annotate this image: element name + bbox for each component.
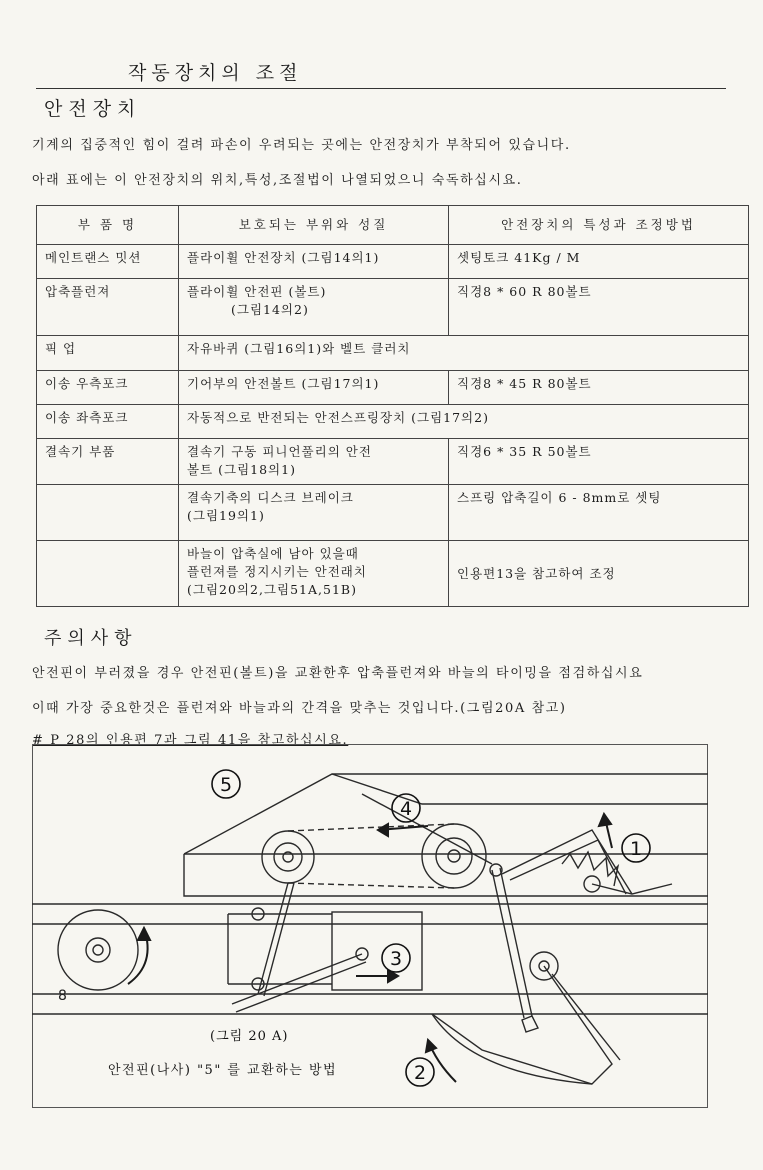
intro-paragraph-1: 기계의 집중적인 힘이 걸려 파손이 우려되는 곳에는 안전장치가 부착되어 있습니다.: [32, 138, 571, 153]
notes-title: 주의사항: [44, 628, 138, 649]
cell-part: [37, 485, 179, 541]
cell-protect-line: 플라이휠 안전핀 (볼트): [187, 284, 327, 299]
intro-paragraph-2: 아래 표에는 이 안전장치의 위치,특성,조절법이 나열되었으니 숙독하십시요.: [32, 173, 523, 188]
cell-protect-line: (그림14의2): [231, 302, 309, 317]
cell-protect: 기어부의 안전볼트 (그림17의1): [179, 371, 449, 405]
header-protected-area: 보호되는 부위와 성질: [179, 206, 449, 245]
cell-protect-line: 결속기축의 디스크 브레이크: [187, 490, 354, 505]
callout-4: [392, 794, 420, 822]
cell-merged: 자동적으로 반전되는 안전스프링장치 (그림17의2): [179, 405, 749, 439]
table-row: [37, 245, 749, 279]
callout-1: [622, 834, 650, 862]
cell-part: 이송 좌측포크: [37, 405, 179, 439]
table-row: [37, 279, 749, 336]
table-header-row: [37, 206, 749, 245]
cell-method: 셋팅토크 41Kg / M: [449, 245, 749, 279]
callout-5-label: 5: [219, 774, 233, 796]
cell-method: 스프링 압축길이 6 - 8mm로 셋팅: [449, 485, 749, 541]
callout-3: [382, 944, 410, 972]
cell-method: 직경8 * 45 R 80볼트: [449, 371, 749, 405]
table-row: [37, 439, 749, 485]
cell-protect-line: 결속기 구동 피니언풀리의 안전: [187, 444, 372, 459]
cell-method: 직경6 * 35 R 50볼트: [449, 439, 749, 485]
table-row: [37, 485, 749, 541]
table-row: [37, 405, 749, 439]
cell-method: 인용편13을 참고하여 조정: [449, 541, 749, 607]
section-title: 안전장치: [44, 98, 142, 120]
table-row: [37, 541, 749, 607]
cell-protect-line: (그림19의1): [187, 508, 265, 523]
note-line-1: 안전핀이 부러졌을 경우 안전핀(볼트)을 교환한후 압축플런져와 바늘의 타이밍을 점검하십시요: [32, 666, 644, 681]
cell-part: 메인트랜스 밋션: [37, 245, 179, 279]
note-reference: # P 28의 인용편 7과 그림 41을 참고하십시요.: [32, 733, 349, 748]
cell-protect: [179, 439, 449, 485]
callout-2-label: 2: [413, 1062, 427, 1084]
cell-protect: [179, 485, 449, 541]
callout-5: [212, 770, 240, 798]
safety-device-table: [36, 205, 749, 607]
header-adjustment-method: 안전장치의 특성과 조정방법: [449, 206, 749, 245]
callout-2: [406, 1058, 434, 1086]
callout-4-label: 4: [399, 798, 413, 820]
callout-1-label: 1: [629, 838, 643, 860]
cell-protect-line: 볼트 (그림18의1): [187, 462, 296, 477]
cell-method: 직경8 * 60 R 80볼트: [449, 279, 749, 336]
page-header-title: 작동장치의 조절: [128, 62, 303, 84]
cell-part: 이송 우측포크: [37, 371, 179, 405]
note-line-2: 이때 가장 중요한것은 플런져와 바늘과의 간격을 맞추는 것입니다.(그림20A 참고): [32, 701, 567, 716]
edge-mark: 8: [58, 988, 67, 1004]
figure-caption: (그림 20 A): [210, 1029, 289, 1044]
cell-part: [37, 541, 179, 607]
cell-part: 픽 업: [37, 336, 179, 371]
header-part-name: 부 품 명: [37, 206, 179, 245]
cell-protect-line: (그림20의2,그림51A,51B): [187, 582, 357, 597]
cell-protect-line: 바늘이 압축실에 남아 있을때: [187, 546, 359, 561]
cell-protect-line: 플런져를 정지시키는 안전래치: [187, 564, 367, 579]
cell-protect: [179, 279, 449, 336]
cell-merged: 자유바퀴 (그림16의1)와 벨트 클러치: [179, 336, 749, 371]
figure-subcaption: 안전핀(나사) "5" 를 교환하는 방법: [108, 1063, 338, 1078]
cell-protect: 플라이휠 안전장치 (그림14의1): [179, 245, 449, 279]
header-divider: [36, 88, 726, 89]
table-row: [37, 371, 749, 405]
cell-protect: [179, 541, 449, 607]
table-row: [37, 336, 749, 371]
callout-3-label: 3: [389, 948, 403, 970]
cell-part: 결속기 부품: [37, 439, 179, 485]
figure-20a-diagram: [32, 744, 708, 1108]
cell-part: 압축플런져: [37, 279, 179, 336]
